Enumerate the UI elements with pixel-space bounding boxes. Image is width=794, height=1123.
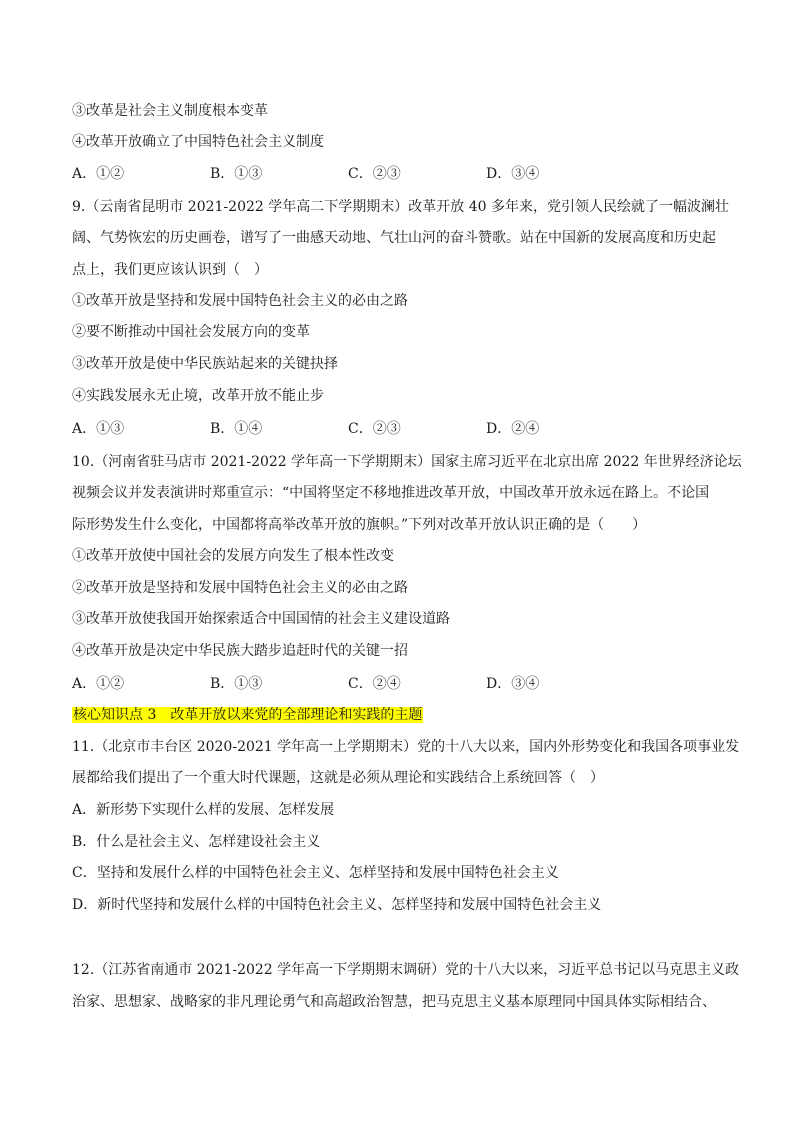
statement-3: ③改革是社会主义制度根本变革 <box>72 103 268 119</box>
question-10-line-3: 际形势发生什么变化，中国都将高举改革开放的旗帜。”下列对改革开放认识正确的是（ ） <box>72 517 647 533</box>
section-heading <box>72 705 423 725</box>
option-c: C．②③ <box>348 421 401 437</box>
q9-statement-2: ②要不断推动中国社会发展方向的变革 <box>72 324 310 340</box>
q10-statement-2: ②改革开放是坚持和发展中国特色社会主义的必由之路 <box>72 580 408 596</box>
answer-options-q10 <box>72 674 632 694</box>
q11-option-a: A．新形势下实现什么样的发展、怎样发展 <box>72 802 335 818</box>
q11-option-b: B．什么是社会主义、怎样建设社会主义 <box>72 834 321 850</box>
question-12-line-1: 12.（江苏省南通市 2021-2022 学年高一下学期期末调研）党的十八大以来，习近平总书记以马克思主义政 <box>72 962 740 978</box>
q9-statement-3: ③改革开放是使中华民族站起来的关键抉择 <box>72 356 338 372</box>
question-10-line-2: 视频会议并发表演讲时郑重宣示：“中国将坚定不移地推进改革开放，中国改革开放永远在路上。不论国 <box>72 485 710 501</box>
q9-statement-1: ①改革开放是坚持和发展中国特色社会主义的必由之路 <box>72 293 408 309</box>
q11-option-c: C．坚持和发展什么样的中国特色社会主义、怎样坚持和发展中国特色社会主义 <box>72 865 559 881</box>
section-heading-highlight: 核心知识点 3 改革开放以来党的全部理论和实践的主题 <box>73 707 423 723</box>
statement-4: ④改革开放确立了中国特色社会主义制度 <box>72 134 324 150</box>
question-11-line-2: 展都给我们提出了一个重大时代课题，这就是必须从理论和实践结合上系统回答（ ） <box>72 770 604 786</box>
option-b: B．①③ <box>210 166 263 182</box>
q11-option-d: D．新时代坚持和发展什么样的中国特色社会主义、怎样坚持和发展中国特色社会主义 <box>72 897 602 913</box>
option-c: C．②④ <box>348 676 401 692</box>
option-a: A．①③ <box>72 421 125 437</box>
question-12-line-2: 治家、思想家、战略家的非凡理论勇气和高超政治智慧，把马克思主义基本原理同中国具体实际相结合、 <box>72 994 716 1010</box>
option-a: A．①② <box>72 166 125 182</box>
option-d: D．③④ <box>486 676 540 692</box>
option-b: B．①④ <box>210 421 263 437</box>
option-d: D．③④ <box>486 166 540 182</box>
q10-statement-4: ④改革开放是决定中华民族大踏步追赶时代的关键一招 <box>72 643 408 659</box>
option-c: C．②③ <box>348 166 401 182</box>
answer-options-q9 <box>72 419 632 439</box>
option-b: B．①③ <box>210 676 263 692</box>
question-9-line-3: 点上，我们更应该认识到（ ） <box>72 262 268 278</box>
option-a: A．①② <box>72 676 125 692</box>
question-9-line-1: 9.（云南省昆明市 2021-2022 学年高二下学期期末）改革开放 40 多年来，党引领人民绘就了一幅波澜壮 <box>72 199 729 215</box>
question-10-line-1: 10.（河南省驻马店市 2021-2022 学年高一下学期期末）国家主席习近平在北京出席 2022 年世界经济论坛 <box>72 454 742 470</box>
option-d: D．②④ <box>486 421 540 437</box>
question-11-line-1: 11.（北京市丰台区 2020-2021 学年高一上学期期末）党的十八大以来，国内外形势变化和我国各项事业发 <box>72 739 740 755</box>
q10-statement-3: ③改革开放使我国开始探索适合中国国情的社会主义建设道路 <box>72 611 450 627</box>
question-9-line-2: 阔、气势恢宏的历史画卷，谱写了一曲感天动地、气壮山河的奋斗赞歌。站在中国新的发展高度和历史起 <box>72 230 716 246</box>
q10-statement-1: ①改革开放使中国社会的发展方向发生了根本性改变 <box>72 548 394 564</box>
q9-statement-4: ④实践发展永无止境，改革开放不能止步 <box>72 388 324 404</box>
answer-options-q8 <box>72 164 632 184</box>
